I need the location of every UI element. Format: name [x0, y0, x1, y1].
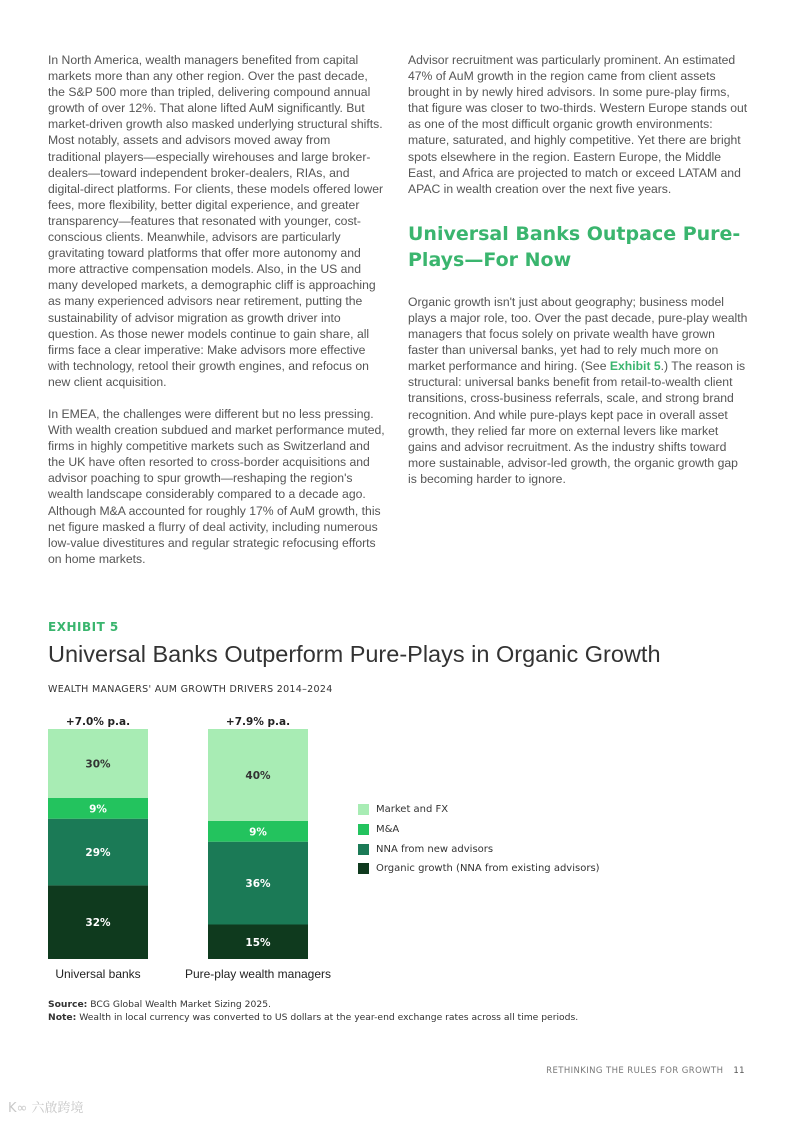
note-text: Wealth in local currency was converted to US dollars at the year-end exchange rates across all time periods.: [79, 1011, 579, 1023]
legend-swatch: [358, 863, 369, 874]
page-footer: [546, 1066, 745, 1076]
exhibit-link[interactable]: Exhibit 5: [609, 359, 661, 374]
section-heading: Universal Banks Outpace Pure-Plays—For Now: [408, 222, 741, 271]
source-note: [48, 999, 578, 1024]
data-label: 29%: [85, 847, 111, 860]
exhibit-title: Universal Banks Outperform Pure-Plays in Organic Growth: [48, 641, 661, 667]
total-growth-label: +7.9% p.a.: [225, 716, 291, 728]
legend-item-organic: [358, 859, 600, 879]
stacked-bar-chart: [40, 705, 400, 990]
data-label: 15%: [245, 936, 271, 949]
source-label: Source:: [48, 999, 88, 1010]
legend-label: M&A: [376, 824, 400, 836]
legend-swatch: [358, 824, 369, 835]
chart-legend: [358, 800, 600, 879]
note-label: Note:: [48, 1011, 77, 1023]
paragraph-text: Organic growth isn't just about geography; business model plays a major role, too. Over the past decade, pure-play wealth managers that focus solely on private wealth have grown faster than universal banks, yet had to rely much more on market performance and hiring. (See: [408, 294, 748, 374]
left-column: [48, 52, 386, 567]
data-label: 30%: [85, 758, 111, 771]
body-paragraph: [408, 294, 748, 487]
data-label: 32%: [85, 917, 111, 930]
legend-swatch: [358, 844, 369, 855]
legend-item-nna-new: [358, 839, 600, 859]
data-label: 9%: [249, 826, 267, 839]
source-line: [48, 999, 578, 1012]
category-label: Pure-play wealth managers: [184, 967, 332, 981]
source-text: BCG Global Wealth Market Sizing 2025.: [90, 999, 271, 1010]
watermark-logo: K∞ 六啟跨境: [8, 1101, 84, 1116]
data-label: 36%: [245, 878, 271, 891]
paragraph-text: .) The reason is structural: universal banks benefit from retail-to-wealth client transitions, cross-business referrals, scale, and strong brand recognition. And while pure-plays kept pace in overall asset growth, they relied far more on external levers like market gains and advisor recruitment. As the industry shifts toward more sustainable, advisor-led growth, the organic growth gap is becoming harder to ignore.: [408, 359, 746, 486]
right-column: [408, 52, 748, 487]
data-label: 9%: [89, 803, 107, 816]
category-label: Universal banks: [55, 967, 141, 981]
page-number: 11: [733, 1066, 745, 1076]
running-title: RETHINKING THE RULES FOR GROWTH: [546, 1066, 724, 1076]
body-paragraph: Advisor recruitment was particularly prominent. An estimated 47% of AuM growth in the region came from client assets brought in by newly hired advisors. In some pure-play firms, that figure was closer to two-thirds. Western Europe stands out as one of the most difficult organic growth environments: mature, saturated, and highly competitive. Yet there are bright spots elsewhere in the region. Eastern Europe, the Middle East, and Africa are projected to match or exceed LATAM and APAC in wealth creation over the next five years.: [408, 53, 748, 196]
data-label: 40%: [245, 770, 271, 782]
exhibit-label: EXHIBIT 5: [48, 620, 119, 634]
legend-swatch: [358, 804, 369, 815]
note-line: [48, 1012, 578, 1025]
legend-label: NNA from new advisors: [376, 843, 494, 855]
legend-label: Market and FX: [376, 804, 449, 816]
legend-label: Organic growth (NNA from existing advisors): [376, 863, 600, 875]
total-growth-label: +7.0% p.a.: [65, 716, 131, 728]
legend-item-ma: [358, 820, 600, 840]
legend-item-market-fx: [358, 800, 600, 820]
body-paragraph: In North America, wealth managers benefited from capital markets more than any other region. Over the past decade, the S&P 500 more than tripled, delivering compound annual growth of over 12%. That alone lifted AuM significantly. But market-driven growth also masked underlying structural shifts. Most notably, assets and advisors moved away from traditional players—especially wirehouses and large broker-dealers—toward independent broker-dealers, RIAs, and digital-direct platforms. For clients, these models offered lower fees, more flexibility, better digital experience, and greater transparency—features that resonated with younger, cost-conscious clients. Meanwhile, advisors are particularly gravitating toward platforms that offer more autonomy and more attractive compensation models. Also, in the US and many developed markets, a demographic cliff is approaching as many experienced advisors near retirement, putting the sustainability of advisor migration as growth driver into question. As those newer models continue to gain share, all firms face a clear imperative: Make advisors more effective with technology, retool their growth engines, and refocus on new client acquisition.: [48, 53, 384, 389]
body-paragraph: In EMEA, the challenges were different but no less pressing. With wealth creation subdued and market performance muted, firms in highly competitive markets such as Switzerland and the UK have often resorted to cross-border acquisitions and advisor poaching to spur growth—reshaping the region's wealth landscape considerably compared to a decade ago. Although M&A accounted for roughly 17% of AuM growth, this net figure masked a flurry of deal activity, including numerous low-value divestitures and regular strategic refocusing efforts on home markets.: [48, 406, 385, 566]
exhibit-subtitle: WEALTH MANAGERS' AUM GROWTH DRIVERS 2014–2024: [48, 684, 333, 695]
